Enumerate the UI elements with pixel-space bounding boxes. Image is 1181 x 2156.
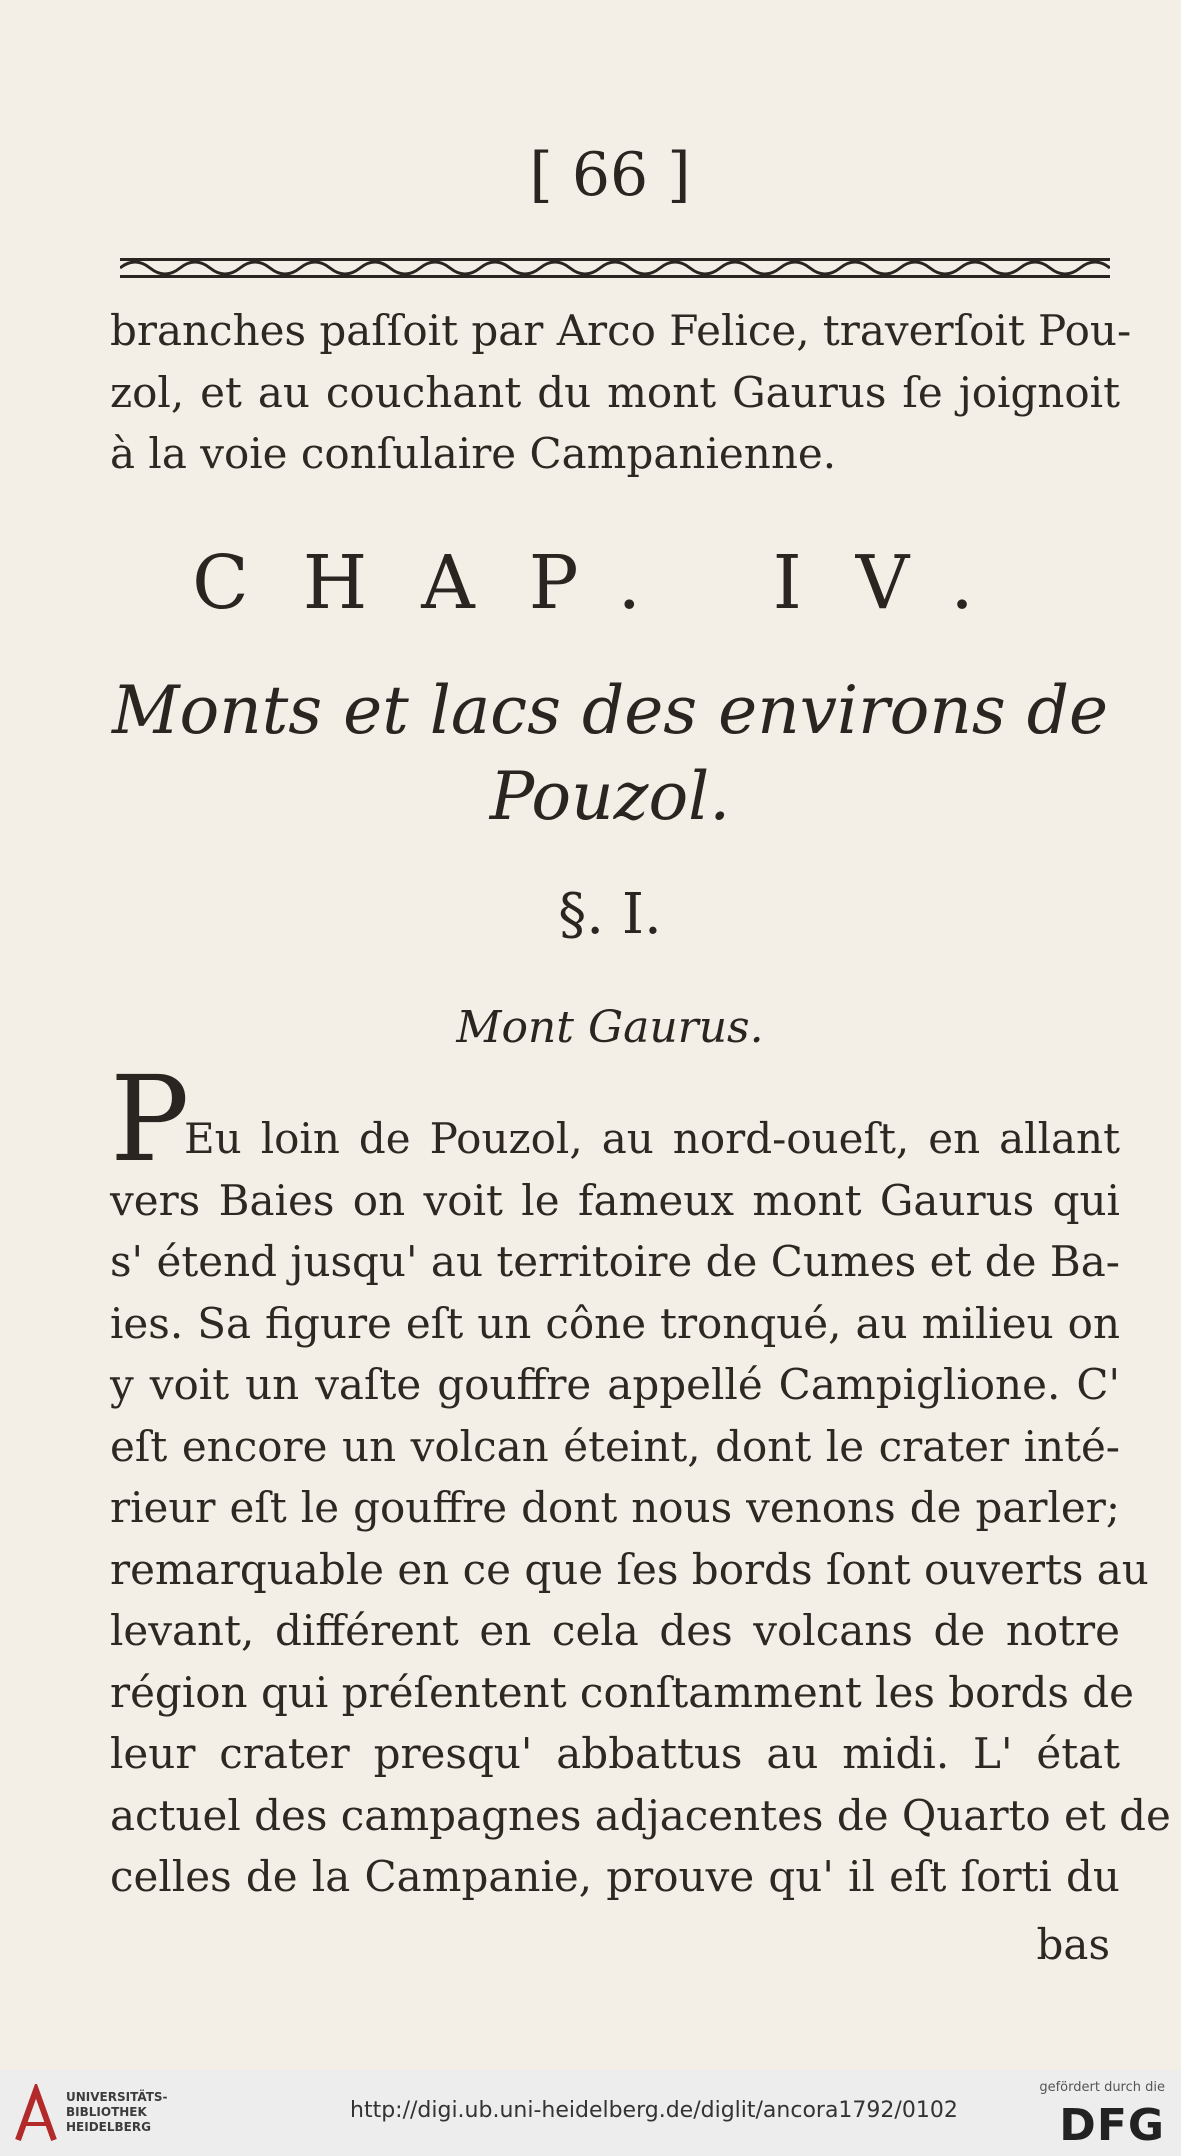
page-number: [ 66 ] (529, 140, 691, 210)
body-paragraph (110, 1108, 1171, 1908)
text-line: ies. Sa figure eſt un cône tronqué, au milieu on (110, 1298, 1120, 1348)
text-line: levant, différent en cela des volcans de notre (110, 1606, 1120, 1655)
chapter-heading: CHAP. IV. (192, 540, 1028, 626)
text-line: à la voie conſulaire Campanienne. (110, 429, 837, 478)
chapter-title-line: Pouzol. (489, 758, 731, 835)
text-line: branches paſſoit par Arco Felice, traverſoit Pou- (110, 306, 1132, 355)
continuation-paragraph (110, 300, 1132, 485)
viewer-footer (0, 2070, 1181, 2156)
institution-name: UNIVERSITÄTS- BIBLIOTHEK HEIDELBERG (66, 2090, 168, 2134)
text-line: rieur eſt le gouffre dont nous venons de parler; (110, 1483, 1120, 1532)
text-line: zol, et au couchant du mont Gaurus ſe joignoit (110, 367, 1120, 417)
text-line: remarquable en ce que ſes bords ſont ouverts au (110, 1544, 1149, 1594)
text-line: vers Baies on voit le fameux mont Gaurus qui (110, 1175, 1120, 1225)
text-line: leur crater presqu' abbattus au midi. L' état (110, 1729, 1120, 1778)
bracket-right: ] (648, 140, 691, 210)
text-line: Eu loin de Pouzol, au nord-oueſt, en allant (184, 1114, 1120, 1163)
catchword: bas (1036, 1920, 1110, 1969)
text-line: s' étend jusqu' au territoire de Cumes et de Ba- (110, 1237, 1120, 1286)
library-logo-icon[interactable] (14, 2084, 60, 2144)
bracket-left: [ (529, 140, 572, 210)
text-line: celles de la Campanie, prouve qu' il eſt ſorti du (110, 1852, 1120, 1901)
text-line: eſt encore un volcan éteint, dont le crater inté- (110, 1421, 1120, 1471)
dfg-logo[interactable]: DFG (1059, 2100, 1165, 2151)
permalink-url[interactable]: http://digi.ub.uni-heidelberg.de/diglit/ancora1792/0102 (350, 2098, 958, 2123)
chapter-title-line: Monts et lacs des environs de (111, 672, 1109, 749)
section-mark: §. I. (558, 882, 662, 947)
text-line: actuel des campagnes adjacentes de Quarto et de (110, 1790, 1171, 1840)
drop-cap: P (110, 1050, 190, 1188)
section-title: Mont Gaurus. (456, 1002, 764, 1053)
funding-label: gefördert durch die (1039, 2080, 1165, 2095)
text-line: y voit un vaſte gouffre appellé Campiglione. C' (110, 1360, 1120, 1409)
ornamental-rule (120, 254, 1110, 282)
text-line: région qui préſentent conſtamment les bords de (110, 1667, 1135, 1717)
